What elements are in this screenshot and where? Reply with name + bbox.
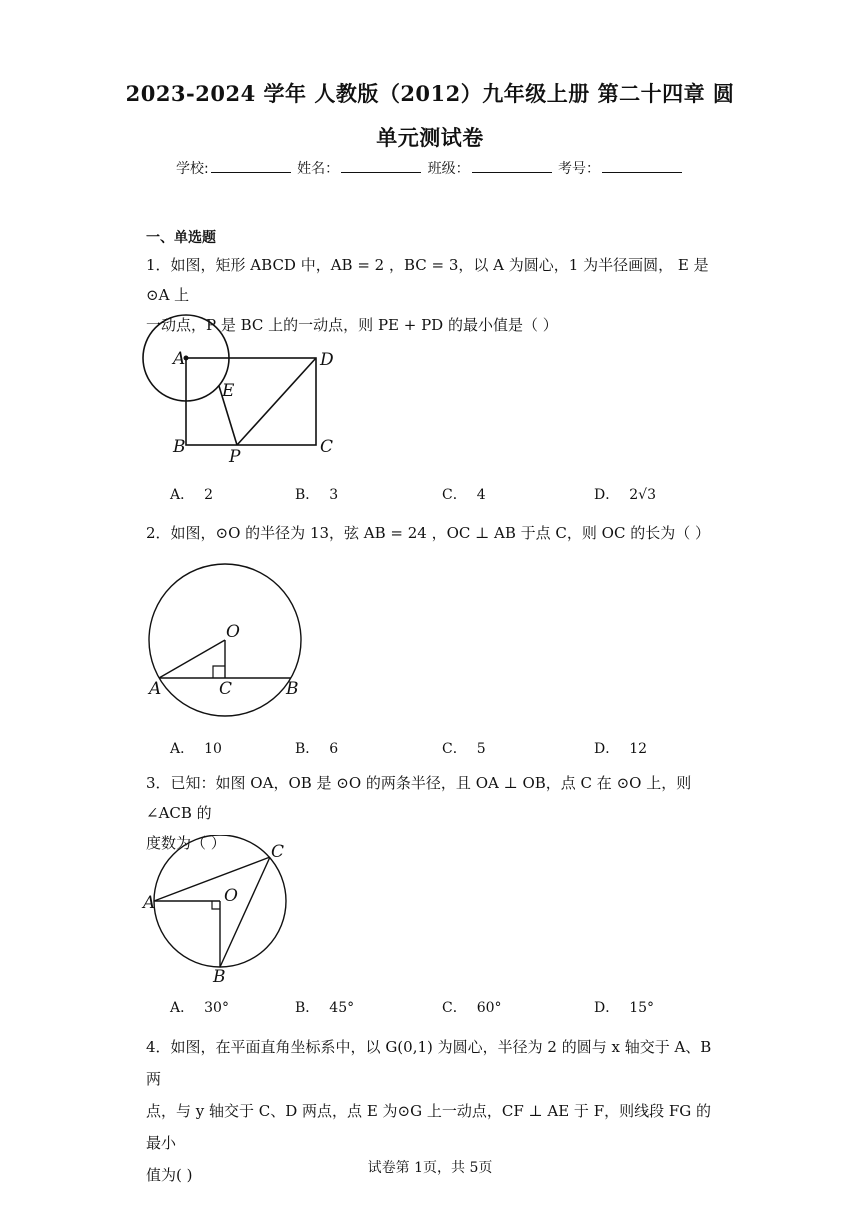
label-o: O bbox=[224, 886, 238, 906]
right-angle-mark bbox=[212, 901, 220, 909]
question-3-line2: 度数为（ ） bbox=[146, 834, 226, 852]
label-p: P bbox=[229, 447, 241, 467]
label-a: A bbox=[173, 349, 186, 369]
option-3d[interactable]: D． 15° bbox=[594, 1000, 655, 1016]
section-title: 一、单选题 bbox=[146, 230, 216, 246]
right-angle-mark bbox=[213, 666, 225, 678]
option-1a[interactable]: A． 2 bbox=[170, 487, 214, 503]
question-1-line2: 一动点，P 是 BC 上的一动点，则 PE + PD 的最小值是（ ） bbox=[146, 316, 558, 334]
exam-title-line1: 2023-2024 学年 人教版（2012）九年级上册 第二十四章 圆 bbox=[125, 81, 735, 106]
student-info-line bbox=[0, 158, 860, 178]
option-1d[interactable]: D． 2√3 bbox=[594, 487, 656, 503]
question-2-options bbox=[170, 738, 730, 762]
question-4-line2: 点，与 y 轴交于 C、D 两点，点 E 为⊙G 上一动点，CF ⊥ AE 于 F，则线段 FG 的最小 bbox=[146, 1102, 712, 1152]
question-3-options bbox=[170, 997, 730, 1021]
label-d: D bbox=[320, 350, 334, 370]
exam-title-line2: 单元测试卷 bbox=[376, 125, 484, 150]
class-label: 班级： bbox=[427, 161, 470, 177]
label-o: O bbox=[226, 622, 240, 642]
option-2a[interactable]: A． 10 bbox=[170, 741, 222, 757]
name-label: 姓名： bbox=[297, 161, 340, 177]
option-1c[interactable]: C． 4 bbox=[442, 487, 486, 503]
question-1-figure bbox=[140, 312, 350, 467]
exam-no-blank[interactable] bbox=[602, 159, 682, 173]
label-b: B bbox=[213, 967, 226, 985]
rectangle-abcd bbox=[186, 358, 316, 445]
option-3b[interactable]: B． 45° bbox=[295, 1000, 355, 1016]
label-c: C bbox=[320, 437, 334, 457]
label-a: A bbox=[143, 893, 156, 913]
segment-pd bbox=[237, 358, 316, 445]
question-2-line1: 2．如图，⊙O 的半径为 13，弦 AB = 24 ，OC ⊥ AB 于点 C，则 OC 的长为（ ） bbox=[146, 524, 710, 542]
school-blank[interactable] bbox=[211, 159, 291, 173]
option-2c[interactable]: C． 5 bbox=[442, 741, 486, 757]
question-3-figure bbox=[140, 835, 300, 985]
exam-no-label: 考号： bbox=[558, 161, 601, 177]
label-c: C bbox=[219, 679, 233, 699]
question-2-figure bbox=[140, 555, 310, 725]
label-b: B bbox=[173, 437, 186, 457]
page-footer: 试卷第 1页，共 5页 bbox=[367, 1160, 493, 1176]
question-3-line1: 3．已知：如图 OA，OB 是 ⊙O 的两条半径，且 OA ⊥ OB，点 C 在 ⊙O 上，则 ∠ACB 的 bbox=[146, 774, 692, 822]
school-label: 学校: bbox=[175, 161, 209, 177]
class-blank[interactable] bbox=[472, 159, 552, 173]
name-blank[interactable] bbox=[341, 159, 421, 173]
option-1b[interactable]: B． 3 bbox=[295, 487, 339, 503]
label-a: A bbox=[149, 679, 162, 699]
option-3a[interactable]: A． 30° bbox=[170, 1000, 229, 1016]
label-b: B bbox=[286, 679, 299, 699]
option-3c[interactable]: C． 60° bbox=[442, 1000, 502, 1016]
option-2d[interactable]: D． 12 bbox=[594, 741, 648, 757]
question-4-line1: 4．如图，在平面直角坐标系中，以 G(0,1) 为圆心，半径为 2 的圆与 x 轴交于 A、B 两 bbox=[146, 1038, 712, 1088]
question-1-line1: 1．如图，矩形 ABCD 中，AB = 2 ，BC = 3，以 A 为圆心，1 为半径画圆， E 是 ⊙A 上 bbox=[146, 256, 709, 304]
label-e: E bbox=[222, 381, 235, 401]
option-2b[interactable]: B． 6 bbox=[295, 741, 339, 757]
question-4-line3: 值为( ) bbox=[146, 1166, 193, 1184]
segment-oa bbox=[159, 640, 225, 678]
label-c: C bbox=[271, 842, 285, 862]
question-2-text bbox=[146, 518, 720, 548]
question-1-options bbox=[170, 484, 730, 508]
